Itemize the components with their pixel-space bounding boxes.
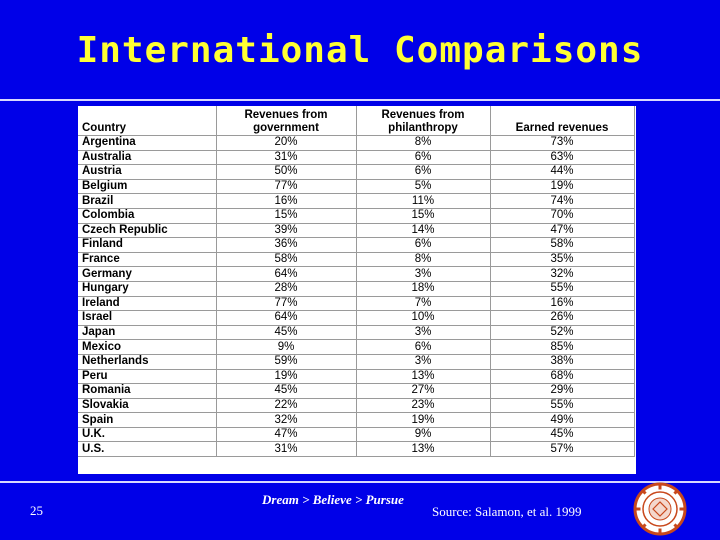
cell-government: 22% [216, 398, 356, 413]
cell-philanthropy: 13% [356, 369, 490, 384]
cell-government: 36% [216, 238, 356, 253]
cell-government: 77% [216, 296, 356, 311]
cell-earned: 26% [490, 311, 634, 326]
cell-government: 77% [216, 179, 356, 194]
cell-philanthropy: 6% [356, 340, 490, 355]
cell-philanthropy: 13% [356, 442, 490, 457]
cell-philanthropy: 18% [356, 281, 490, 296]
cell-government: 39% [216, 223, 356, 238]
cell-earned: 32% [490, 267, 634, 282]
cell-philanthropy: 9% [356, 427, 490, 442]
cell-country: France [78, 252, 216, 267]
cell-philanthropy: 7% [356, 296, 490, 311]
bottom-divider [0, 481, 720, 483]
cell-government: 64% [216, 267, 356, 282]
cell-philanthropy: 23% [356, 398, 490, 413]
cell-philanthropy: 6% [356, 165, 490, 180]
slide-title: International Comparisons [76, 30, 644, 71]
table-row [78, 311, 634, 326]
cell-government: 58% [216, 252, 356, 267]
cell-government: 47% [216, 427, 356, 442]
cell-earned: 55% [490, 398, 634, 413]
cell-country: Mexico [78, 340, 216, 355]
cell-country: Belgium [78, 179, 216, 194]
cell-earned: 45% [490, 427, 634, 442]
cell-government: 9% [216, 340, 356, 355]
table-row [78, 281, 634, 296]
cell-country: Ireland [78, 296, 216, 311]
cell-country: Israel [78, 311, 216, 326]
cell-earned: 68% [490, 369, 634, 384]
table-row [78, 150, 634, 165]
table-row [78, 340, 634, 355]
table-row [78, 208, 634, 223]
cell-earned: 55% [490, 281, 634, 296]
cell-government: 19% [216, 369, 356, 384]
cell-philanthropy: 8% [356, 136, 490, 151]
cell-earned: 44% [490, 165, 634, 180]
header-country: Country [78, 106, 216, 136]
cell-earned: 49% [490, 413, 634, 428]
cell-country: Peru [78, 369, 216, 384]
table-body [78, 136, 634, 457]
cell-philanthropy: 3% [356, 267, 490, 282]
cell-country: U.S. [78, 442, 216, 457]
cell-country: Spain [78, 413, 216, 428]
cell-philanthropy: 19% [356, 413, 490, 428]
cell-country: Austria [78, 165, 216, 180]
cell-philanthropy: 3% [356, 354, 490, 369]
header-government: Revenues from government [216, 106, 356, 136]
cell-philanthropy: 27% [356, 384, 490, 399]
header-philanthropy: Revenues from philanthropy [356, 106, 490, 136]
table-row [78, 398, 634, 413]
cell-country: Czech Republic [78, 223, 216, 238]
cell-government: 50% [216, 165, 356, 180]
cell-earned: 16% [490, 296, 634, 311]
cell-government: 16% [216, 194, 356, 209]
cell-country: Hungary [78, 281, 216, 296]
top-divider [0, 99, 720, 101]
table-row [78, 238, 634, 253]
source-citation: Source: Salamon, et al. 1999 [432, 504, 582, 519]
cell-philanthropy: 6% [356, 150, 490, 165]
cell-country: Netherlands [78, 354, 216, 369]
revenue-table [78, 106, 635, 457]
table-row [78, 325, 634, 340]
cell-philanthropy: 11% [356, 194, 490, 209]
cell-government: 31% [216, 442, 356, 457]
cell-country: Japan [78, 325, 216, 340]
header-earned: Earned revenues [490, 106, 634, 136]
cell-country: Colombia [78, 208, 216, 223]
table-row [78, 413, 634, 428]
cell-earned: 74% [490, 194, 634, 209]
table-row [78, 136, 634, 151]
cell-philanthropy: 10% [356, 311, 490, 326]
table-row [78, 442, 634, 457]
table-row [78, 179, 634, 194]
slogan: Dream > Believe > Pursue [262, 492, 404, 507]
table-row [78, 223, 634, 238]
table-row [78, 369, 634, 384]
cell-government: 45% [216, 325, 356, 340]
cell-earned: 73% [490, 136, 634, 151]
cell-country: Argentina [78, 136, 216, 151]
cell-earned: 29% [490, 384, 634, 399]
table-row [78, 267, 634, 282]
table-row [78, 384, 634, 399]
cell-earned: 70% [490, 208, 634, 223]
cell-government: 31% [216, 150, 356, 165]
cell-government: 15% [216, 208, 356, 223]
cell-country: Romania [78, 384, 216, 399]
table-row [78, 354, 634, 369]
cell-earned: 58% [490, 238, 634, 253]
table-header-row [78, 106, 634, 136]
cell-earned: 85% [490, 340, 634, 355]
cell-country: Australia [78, 150, 216, 165]
cell-earned: 63% [490, 150, 634, 165]
page-number: 25 [30, 503, 43, 518]
table-row [78, 165, 634, 180]
cell-philanthropy: 3% [356, 325, 490, 340]
cell-country: Brazil [78, 194, 216, 209]
table-row [78, 427, 634, 442]
cell-earned: 38% [490, 354, 634, 369]
cell-earned: 47% [490, 223, 634, 238]
cell-philanthropy: 8% [356, 252, 490, 267]
cell-country: Germany [78, 267, 216, 282]
cell-government: 45% [216, 384, 356, 399]
cell-earned: 35% [490, 252, 634, 267]
cell-philanthropy: 5% [356, 179, 490, 194]
cell-government: 28% [216, 281, 356, 296]
table-row [78, 194, 634, 209]
table-row [78, 252, 634, 267]
cell-earned: 57% [490, 442, 634, 457]
cell-government: 59% [216, 354, 356, 369]
university-seal-logo [633, 482, 687, 536]
cell-country: Slovakia [78, 398, 216, 413]
table-row [78, 296, 634, 311]
revenue-table-panel [78, 106, 636, 474]
cell-earned: 19% [490, 179, 634, 194]
cell-government: 20% [216, 136, 356, 151]
cell-philanthropy: 6% [356, 238, 490, 253]
cell-earned: 52% [490, 325, 634, 340]
cell-philanthropy: 14% [356, 223, 490, 238]
cell-country: Finland [78, 238, 216, 253]
cell-government: 64% [216, 311, 356, 326]
cell-government: 32% [216, 413, 356, 428]
cell-country: U.K. [78, 427, 216, 442]
cell-philanthropy: 15% [356, 208, 490, 223]
